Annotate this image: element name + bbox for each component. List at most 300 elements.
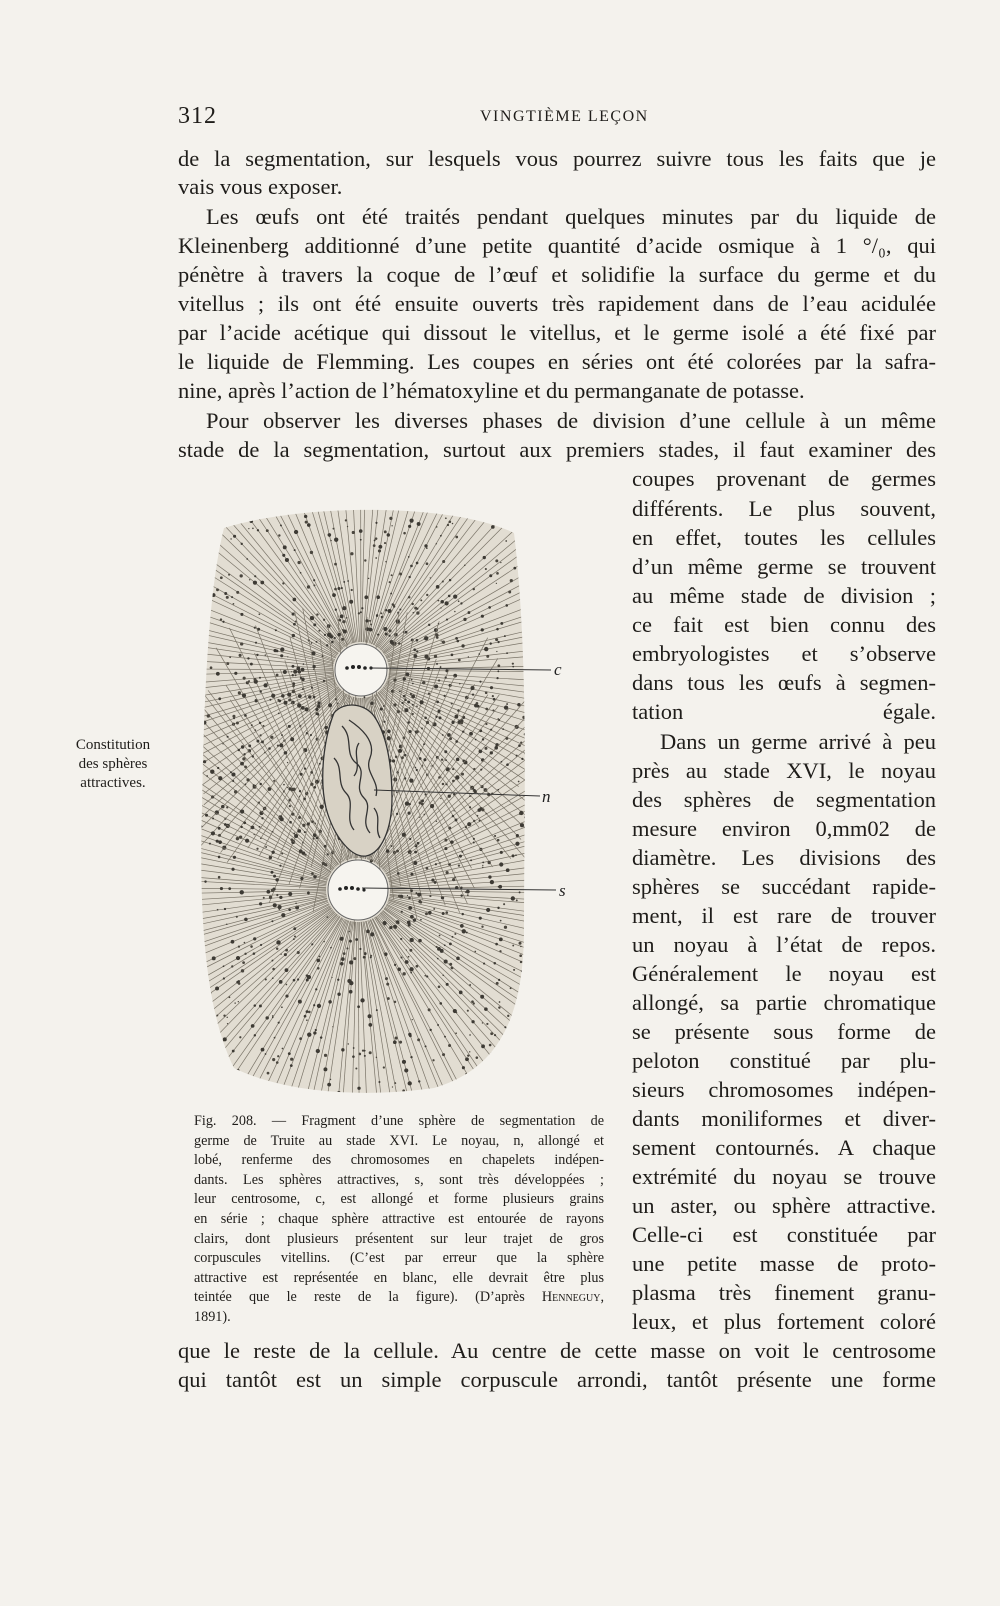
ray-granule (436, 663, 438, 665)
granule (403, 631, 405, 633)
granule (286, 756, 287, 757)
granule (385, 977, 388, 980)
column-line: allongé, sa partie chromatique (632, 990, 936, 1015)
ray-granule (470, 859, 472, 861)
granule (430, 765, 431, 766)
granule (436, 526, 438, 528)
ray-granule (449, 942, 452, 945)
ray-granule (523, 550, 525, 552)
granule (358, 612, 360, 614)
ray-granule (405, 801, 409, 805)
ray-granule (546, 736, 550, 740)
running-title: VINGTIÈME LEÇON (480, 108, 649, 125)
granule (507, 1015, 509, 1017)
granule (398, 895, 401, 898)
caption-line: lobé, renferme des chromosomes en chapelets indépen- (194, 1152, 604, 1169)
granule (473, 820, 475, 822)
ray-granule (404, 1068, 408, 1072)
ray-granule (439, 716, 442, 719)
ray-granule (223, 1037, 227, 1041)
granule (440, 798, 441, 799)
ray-granule (231, 772, 235, 776)
ray-granule (499, 937, 503, 941)
granule (489, 1044, 492, 1047)
granule (224, 1072, 226, 1074)
column-line: sphères se succédant rapide- (632, 874, 936, 899)
ray-granule (253, 581, 257, 585)
ray-granule (433, 1102, 436, 1105)
ray-granule (431, 878, 434, 881)
ray-granule (296, 667, 300, 671)
column-line: coupes provenant de germes (632, 466, 936, 491)
granule (373, 544, 376, 547)
granule (229, 656, 231, 658)
figure-208 (184, 508, 604, 1108)
ray-granule (512, 854, 515, 857)
ray-granule (368, 1023, 372, 1027)
granule (474, 951, 476, 953)
granule (455, 1032, 457, 1034)
granule (375, 557, 377, 559)
granule (481, 926, 483, 928)
granule (355, 1067, 357, 1069)
ray-granule (490, 880, 494, 884)
ray-granule (500, 851, 503, 854)
ray-granule (260, 581, 264, 585)
granule (204, 1068, 206, 1070)
granule (233, 603, 235, 605)
ray-granule (218, 697, 221, 700)
granule (252, 528, 254, 530)
granule (230, 538, 231, 539)
granule (395, 1037, 398, 1040)
ray-granule (419, 757, 422, 760)
ray-granule (285, 968, 289, 972)
ray-granule (347, 580, 349, 582)
ray-granule (521, 758, 523, 760)
ray-granule (541, 725, 543, 727)
ray-granule (279, 743, 283, 747)
granule (293, 1096, 296, 1099)
ray-granule (256, 740, 259, 743)
ray-granule (483, 556, 486, 559)
ray-granule (413, 919, 416, 922)
ray-granule (297, 829, 301, 833)
granule (291, 671, 292, 672)
ray-granule (409, 779, 413, 783)
ray-granule (471, 1020, 474, 1023)
ray-granule (317, 705, 321, 709)
granule (239, 654, 242, 657)
ray-granule (412, 683, 414, 685)
ray-granule (467, 611, 470, 614)
ray-granule (232, 780, 234, 782)
ray-granule (435, 863, 437, 865)
granule (318, 630, 320, 632)
granule (330, 1079, 332, 1081)
granule (447, 524, 449, 526)
ray-granule (430, 804, 434, 808)
ray-granule (253, 952, 256, 955)
ray-granule (341, 1048, 344, 1051)
granule (346, 947, 348, 949)
ray-granule (505, 604, 508, 607)
ray-granule (293, 670, 297, 674)
granule (481, 808, 484, 811)
ray-granule (242, 693, 246, 697)
ray-granule (506, 652, 508, 654)
column-line: une petite masse de proto- (632, 1251, 936, 1276)
granule (218, 834, 221, 837)
granule (254, 678, 257, 681)
ray-granule (499, 862, 503, 866)
granule (464, 564, 466, 566)
ray-granule (312, 665, 315, 668)
ray-granule (498, 885, 502, 889)
ray-granule (292, 613, 295, 616)
ray-granule (341, 957, 345, 961)
ray-granule (261, 1048, 265, 1052)
ray-granule (500, 622, 503, 625)
granule (445, 517, 447, 519)
ray-granule (191, 609, 195, 613)
ray-granule (212, 593, 216, 597)
granule (432, 1059, 434, 1061)
granule (276, 894, 278, 896)
ray-granule (474, 790, 477, 793)
ray-granule (304, 831, 306, 833)
ray-granule (313, 696, 316, 699)
ray-granule (414, 851, 417, 854)
ray-granule (291, 665, 294, 668)
granule (512, 945, 514, 947)
granule (428, 1008, 431, 1011)
ray-granule (349, 600, 353, 604)
column-line: plasma très finement granu- (632, 1280, 936, 1305)
granule (264, 752, 266, 754)
granule (500, 920, 502, 922)
granule (287, 787, 288, 788)
caption-line: corpuscules vitellins. (C’est par erreur que la sphère (194, 1250, 604, 1267)
ray-granule (380, 708, 383, 711)
granule (449, 737, 452, 740)
ray-granule (494, 962, 497, 965)
column-line: sement contournés. A chaque (632, 1135, 936, 1160)
ray-granule (439, 1002, 442, 1005)
caption-line (180, 1288, 604, 1308)
granule (428, 692, 430, 694)
granule (362, 1049, 364, 1051)
ray-granule (359, 529, 363, 533)
granule (350, 552, 353, 555)
granule (422, 681, 425, 684)
ray-granule (437, 958, 439, 960)
granule (438, 623, 439, 624)
ray-granule (202, 962, 205, 965)
granule (220, 576, 223, 579)
ray-granule (304, 768, 306, 770)
granule (424, 638, 425, 639)
ray-granule (440, 666, 442, 668)
granule (307, 585, 310, 588)
ray-granule (407, 721, 410, 724)
granule (458, 864, 460, 866)
granule (288, 698, 291, 701)
granule (516, 899, 518, 901)
granule (308, 1011, 311, 1014)
ray-granule (352, 1055, 355, 1058)
granule (293, 832, 295, 834)
ray-granule (428, 624, 430, 626)
ray-granule (399, 608, 401, 610)
granule (504, 926, 507, 929)
ray-granule (202, 721, 206, 725)
ray-granule (349, 960, 353, 964)
granule (287, 656, 288, 657)
ray-granule (300, 572, 302, 574)
ray-granule (216, 672, 220, 676)
granule (332, 1026, 333, 1027)
ray-granule (197, 652, 199, 654)
ray-granule (410, 1056, 412, 1058)
ray-granule (272, 960, 274, 962)
granule (298, 816, 301, 819)
granule (380, 612, 382, 614)
ray-granule (240, 613, 243, 616)
ray-granule (298, 694, 302, 698)
granule (398, 642, 401, 645)
granule (293, 788, 296, 791)
granule (401, 756, 404, 759)
ray-granule (265, 1016, 268, 1019)
ray-granule (401, 911, 403, 913)
granule (370, 624, 372, 626)
ray-granule (445, 676, 447, 678)
granule (294, 935, 296, 937)
ray-granule (525, 752, 527, 754)
ray-granule (370, 701, 374, 705)
ray-granule (186, 843, 190, 847)
ray-granule (569, 705, 572, 708)
ray-granule (482, 862, 484, 864)
ray-granule (416, 650, 418, 652)
granule (369, 1051, 372, 1054)
granule (439, 862, 441, 864)
granule (438, 776, 441, 779)
ray-granule (533, 790, 535, 792)
ray-granule (469, 806, 471, 808)
ray-granule (337, 587, 340, 590)
ray-granule (556, 745, 560, 749)
ray-granule (259, 722, 261, 724)
ray-granule (205, 814, 208, 817)
ray-granule (232, 1050, 235, 1053)
granule (520, 741, 522, 743)
ray-granule (289, 821, 292, 824)
ray-granule (520, 1008, 522, 1010)
granule (419, 801, 422, 804)
ray-granule (313, 1031, 316, 1034)
ray-granule (515, 854, 517, 856)
column-line: Dans un germe arrivé à peu (660, 729, 936, 754)
granule (497, 839, 500, 842)
granule (220, 522, 222, 524)
granule (436, 1089, 439, 1092)
granule (330, 540, 331, 541)
ray-granule (281, 913, 285, 917)
ray-granule (253, 784, 255, 786)
granule (238, 982, 241, 985)
ray-granule (288, 725, 291, 728)
ray-granule (363, 956, 366, 959)
text-line: le liquide de Flemming. Les coupes en séries ont été colorées par la safra- (178, 349, 936, 374)
granule (411, 679, 413, 681)
granule (234, 1002, 235, 1003)
ray-granule (283, 545, 287, 549)
ray-granule (436, 585, 440, 589)
granule (426, 721, 429, 724)
granule (397, 710, 400, 713)
ray-granule (576, 769, 578, 771)
caption-line-text: teintée que le reste de la figure). (D’après (194, 1289, 525, 1306)
ray-granule (405, 631, 408, 634)
granule (250, 945, 253, 948)
granule (453, 810, 454, 811)
granule (485, 708, 488, 711)
granule (452, 768, 454, 770)
ray-granule (185, 1031, 187, 1033)
granule (393, 703, 396, 706)
ray-granule (442, 912, 445, 915)
ray-granule (249, 519, 253, 523)
ray-granule (215, 986, 219, 990)
ray-granule (394, 964, 396, 966)
granule (240, 642, 243, 645)
granule (383, 1066, 385, 1068)
granule (528, 802, 530, 804)
granule (479, 820, 481, 822)
granule (236, 1069, 239, 1072)
ray-granule (243, 821, 246, 824)
ray-granule (460, 924, 464, 928)
granule (376, 1057, 377, 1058)
granule (269, 896, 272, 899)
granule (442, 640, 445, 643)
granule (484, 747, 487, 750)
granule (200, 542, 203, 545)
granule (230, 1077, 233, 1080)
ray-granule (212, 818, 214, 820)
granule (290, 1058, 293, 1061)
ray-granule (360, 611, 362, 613)
ray-granule (285, 995, 288, 998)
ray-granule (303, 663, 305, 665)
granule (272, 1058, 275, 1061)
ray-granule (347, 979, 351, 983)
ray-granule (276, 940, 280, 944)
granule (194, 662, 195, 663)
ray-granule (440, 949, 444, 953)
ray-granule (444, 750, 447, 753)
granule (469, 1051, 470, 1052)
granule (399, 1041, 402, 1044)
granule (389, 629, 392, 632)
granule (518, 781, 520, 783)
ray-granule (489, 642, 491, 644)
ray-granule (185, 770, 189, 774)
ray-granule (528, 807, 531, 810)
granule (448, 1044, 451, 1047)
granule (402, 1089, 405, 1092)
granule (482, 1022, 483, 1023)
ray-granule (407, 701, 410, 704)
ray-granule (187, 695, 191, 699)
ray-granule (502, 728, 504, 730)
ray-granule (504, 706, 508, 710)
granule (458, 659, 461, 662)
ray-granule (217, 767, 219, 769)
ray-granule (506, 868, 510, 872)
ray-granule (335, 609, 337, 611)
ray-granule (315, 988, 317, 990)
ray-granule (240, 826, 242, 828)
text-line: Pour observer les diverses phases de division d’une cellule à un même (206, 408, 936, 433)
granule (206, 775, 208, 777)
granule (497, 1047, 499, 1049)
granule (422, 765, 423, 766)
ray-granule (313, 579, 315, 581)
ray-granule (557, 951, 561, 955)
granule (436, 821, 438, 823)
ray-granule (210, 1077, 213, 1080)
ray-granule (340, 962, 344, 966)
column-line: différents. Le plus souvent, (632, 496, 936, 521)
granule (378, 549, 381, 552)
margin-note-line: des sphères (78, 756, 148, 772)
granule (375, 537, 378, 540)
ray-granule (385, 609, 387, 611)
text-line: Kleinenberg additionné d’une petite quantité d’acide osmique à 1 °/₀, qui (178, 233, 936, 258)
ray-granule (208, 1019, 212, 1023)
ray-granule (423, 758, 426, 761)
ray-granule (254, 575, 256, 577)
granule (519, 813, 521, 815)
granule (243, 677, 246, 680)
granule (242, 961, 245, 964)
column-line: ment, il est rare de trouver (632, 903, 936, 928)
ray-granule (290, 1064, 293, 1067)
granule (449, 520, 452, 523)
ray-granule (230, 771, 232, 773)
ray-granule (445, 759, 447, 761)
granule (253, 834, 254, 835)
granule (429, 895, 431, 897)
ray-granule (417, 893, 421, 897)
ray-granule (451, 654, 454, 657)
ray-granule (368, 1014, 372, 1018)
ray-granule (293, 598, 297, 602)
granule (304, 854, 306, 856)
ray-granule (541, 923, 544, 926)
granule (465, 891, 467, 893)
ray-granule (481, 628, 484, 631)
granule (485, 568, 487, 570)
granule (216, 1080, 219, 1083)
column-line: leux, et plus fortement coloré (632, 1309, 936, 1334)
granule (384, 542, 386, 544)
ray-granule (402, 1060, 406, 1064)
granule (465, 1073, 467, 1075)
